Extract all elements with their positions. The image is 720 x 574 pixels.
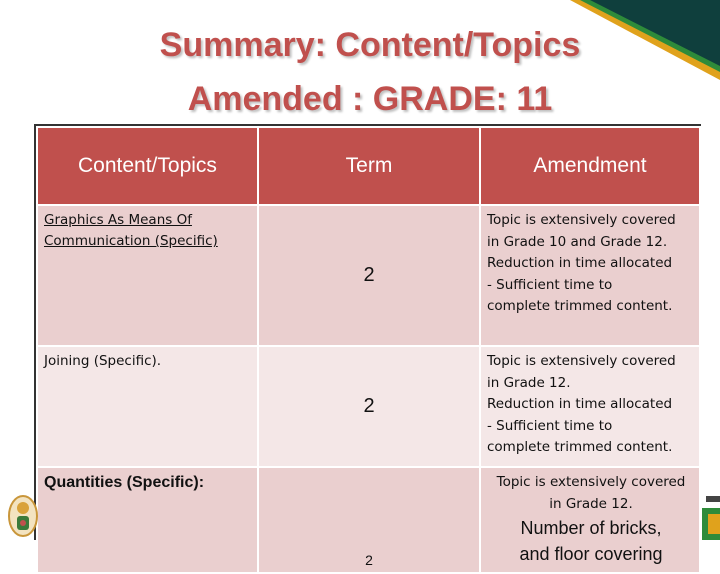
amendment-cell bbox=[480, 205, 700, 346]
term-cell: 2 bbox=[258, 346, 480, 467]
table-row bbox=[37, 205, 700, 346]
amendment-line: - Sufficient time to bbox=[487, 417, 613, 434]
term-cell: 2 bbox=[258, 205, 480, 346]
topic-text: Quantities (Specific): bbox=[44, 474, 205, 491]
amendment-line: in Grade 12. bbox=[549, 495, 633, 512]
amendment-line: in Grade 12. bbox=[487, 374, 571, 391]
table-row bbox=[37, 346, 700, 467]
amendment-line: Reduction in time allocated bbox=[487, 396, 673, 412]
amendment-line: complete trimmed content. bbox=[487, 439, 673, 455]
topic-cell bbox=[37, 205, 258, 346]
amendment-line: complete trimmed content. bbox=[487, 298, 673, 314]
table-header-row bbox=[37, 127, 700, 205]
amendment-extra-line: and floor covering bbox=[519, 544, 663, 564]
amendment-line: Topic is extensively covered bbox=[487, 212, 676, 228]
header-content-topics: Content/Topics bbox=[37, 127, 258, 205]
topic-cell bbox=[37, 346, 258, 467]
amendment-extra-line: Number of bricks, bbox=[520, 518, 662, 538]
topic-text: Graphics As Means Of Communication (Specific) bbox=[44, 212, 218, 249]
amendment-cell bbox=[480, 346, 700, 467]
header-term: Term bbox=[258, 127, 480, 205]
coat-of-arms-icon bbox=[6, 486, 40, 540]
term-cell: 2 bbox=[258, 467, 480, 573]
title-line-1: Summary: Content/Topics bbox=[159, 26, 581, 64]
amendment-line: in Grade 10 and Grade 12. bbox=[487, 233, 668, 250]
amendment-line: - Sufficient time to bbox=[487, 276, 613, 293]
logo-fragment-icon bbox=[700, 486, 720, 540]
amendment-line: Topic is extensively covered bbox=[487, 353, 676, 369]
slide-title bbox=[0, 18, 720, 126]
title-line-2: Amended : GRADE: 11 bbox=[187, 80, 553, 118]
table-row bbox=[37, 467, 700, 573]
amendment-line: Reduction in time allocated bbox=[487, 255, 673, 271]
amendment-cell bbox=[480, 467, 700, 573]
topic-cell bbox=[37, 467, 258, 573]
header-amendment: Amendment bbox=[480, 127, 700, 205]
topic-text: Joining (Specific). bbox=[44, 353, 162, 369]
amendment-table bbox=[36, 126, 701, 574]
amendment-line: Topic is extensively covered bbox=[496, 474, 686, 490]
